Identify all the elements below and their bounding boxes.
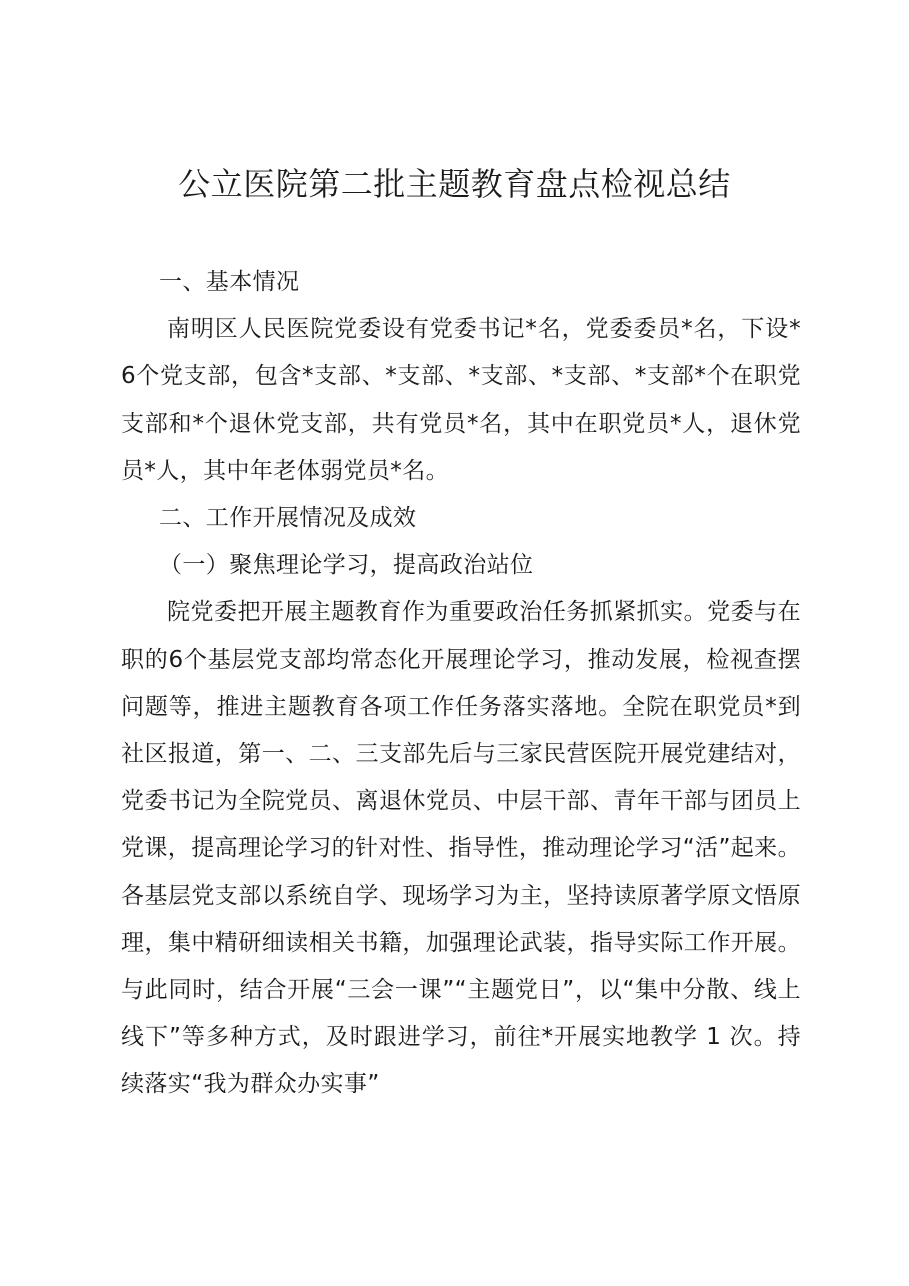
document-title: 公立医院第二批主题教育盘点检视总结 (178, 165, 731, 203)
document-body (121, 259, 801, 1109)
subsection-heading-theory-study: （一）聚焦理论学习，提高政治站位 (159, 552, 534, 579)
theory-study-paragraph: 院党委把开展主题教育作为重要政治任务抓紧抓实。党委与在职的6个基层党支部均常态化开展理论学习，推动发展，检视查摆问题等，推进主题教育各项工作任务落实落地。全院在职党员*到社区报道，第一、二、三支部先后与三家民营医院开展党建结对，党委书记为全院党员、离退休党员、中层干部、青年干部与团员上党课，提高理论学习的针对性、指导性，推动理论学习“活”起来。各基层党支部以系统自学、现场学习为主，坚持读原著学原文悟原理，集中精研细读相关书籍，加强理论武装，指导实际工作开展。与此同时，结合开展“三会一课”“主题党日”，以“集中分散、线上线下”等多种方式，及时跟进学习，前往*开展实地教学 1 次。持续落实“我为群众办实事” (121, 599, 801, 1098)
section-heading-work-progress: 二、工作开展情况及成效 (159, 505, 417, 532)
basic-situation-paragraph: 南明区人民医院党委设有党委书记*名，党委委员*名，下设*6个党支部，包含*支部、*支部、*支部、*支部、*支部*个在职党支部和*个退休党支部，共有党员*名，其中在职党员*人，退休党员*人，其中年老体弱党员*名。 (121, 316, 801, 484)
section-heading-basic-situation: 一、基本情况 (159, 269, 300, 295)
